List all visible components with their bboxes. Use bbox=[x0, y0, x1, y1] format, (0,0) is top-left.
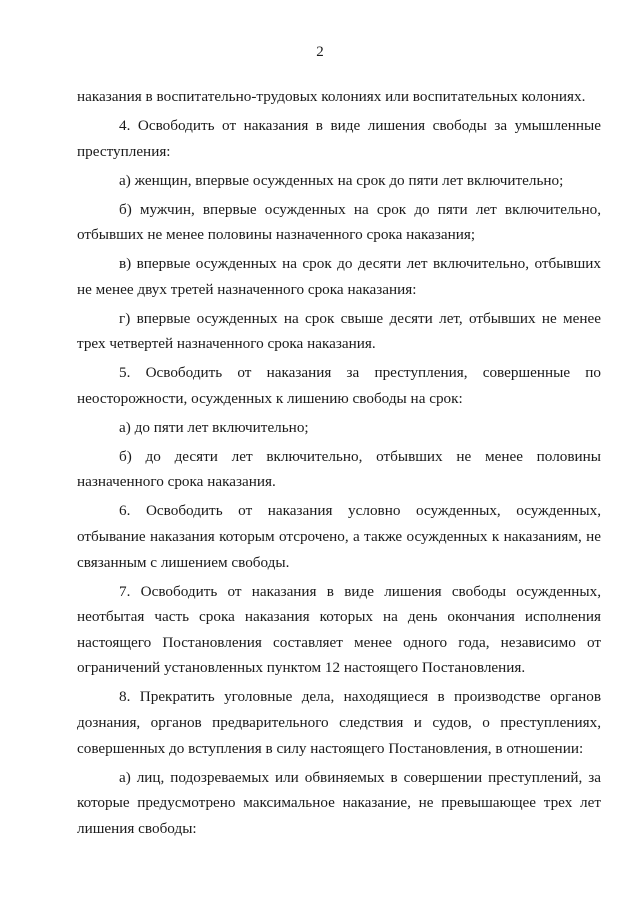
paragraph-item-4b: б) мужчин, впервые осужденных на срок до пяти лет включительно, отбывших не менее половины назначенного срока наказания; bbox=[77, 200, 601, 244]
paragraph-item-5a: а) до пяти лет включительно; bbox=[119, 418, 309, 436]
paragraph-item-7: 7. Освободить от наказания в виде лишения свободы осужденных, неотбытая часть срока наказания которых на день окончания исполнения настоящего Постановления составляет менее одного года, независимо от ограничений установленных пунктом 12 настоящего Постановления. bbox=[77, 582, 601, 677]
paragraph-item-8a: а) лиц, подозреваемых или обвиняемых в совершении преступлений, за которые предусмотрено максимальное наказание, не превышающее трех лет лишения свободы: bbox=[77, 768, 601, 837]
paragraph-item-4a: а) женщин, впервые осужденных на срок до пяти лет включительно; bbox=[119, 171, 564, 189]
paragraph-item-5b: б) до десяти лет включительно, отбывших не менее половины назначенного срока наказания. bbox=[77, 447, 601, 491]
paragraph-item-5: 5. Освободить от наказания за преступления, совершенные по неосторожности, осужденных к лишению свободы на срок: bbox=[77, 364, 601, 407]
paragraph-item-4g: г) впервые осужденных на срок свыше десяти лет, отбывших не менее трех четвертей назначенного срока наказания. bbox=[77, 309, 601, 353]
paragraph-item-4: 4. Освободить от наказания в виде лишения свободы за умышленные преступления: bbox=[77, 116, 601, 160]
page-number: 2 bbox=[316, 44, 324, 60]
paragraph-item-4v: в) впервые осужденных на срок до десяти лет включительно, отбывших не менее двух третей назначенного срока наказания: bbox=[77, 255, 601, 298]
document-body bbox=[77, 84, 601, 845]
paragraph-continuation: наказания в воспитательно-трудовых колониях или воспитательных колониях. bbox=[77, 88, 586, 105]
paragraph-item-6: 6. Освободить от наказания условно осужденных, осужденных, отбывание наказания которым отсрочено, а также осужденных к наказаниям, не связанным с лишением свободы. bbox=[77, 502, 601, 571]
paragraph-item-8: 8. Прекратить уголовные дела, находящиеся в производстве органов дознания, органов предварительного следствия и судов, о преступлениях, совершенных до вступления в силу настоящего Постановления, в отношении: bbox=[77, 688, 601, 757]
